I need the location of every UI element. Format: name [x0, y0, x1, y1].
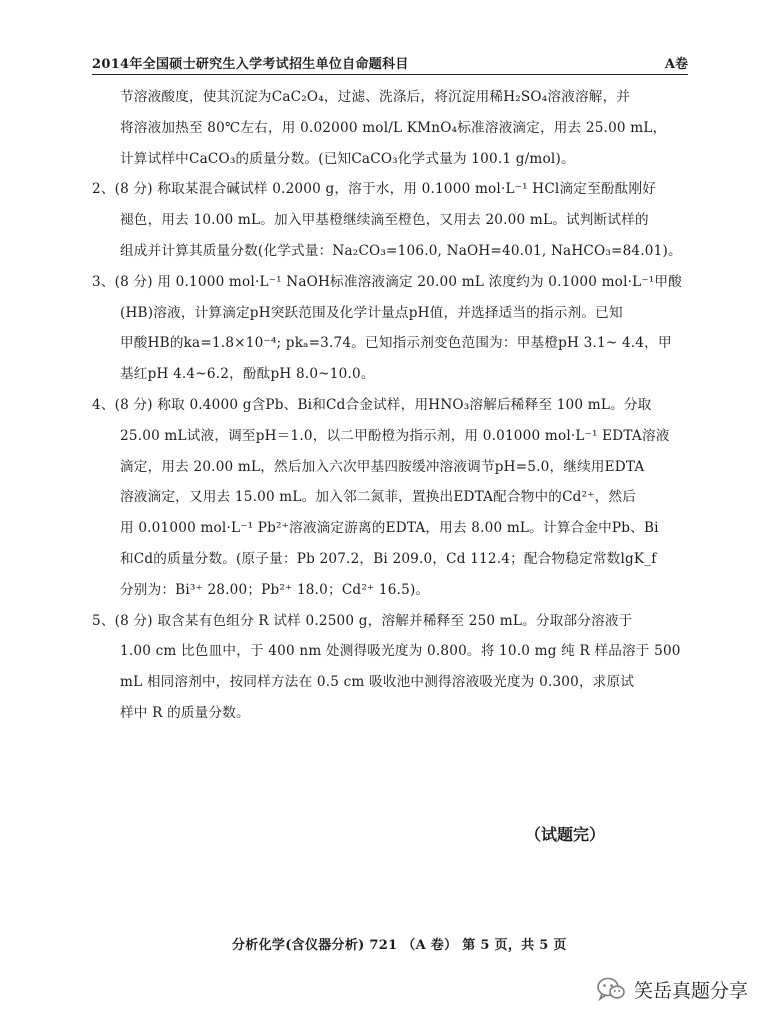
- text-line: 25.00 mL试液，调至pH＝1.0，以二甲酚橙为指示剂，用 0.01000 mol·L⁻¹ EDTA溶液: [120, 427, 670, 444]
- end-note: （试题完）: [525, 825, 606, 844]
- exam-title: 2014年全国硕士研究生入学考试招生单位自命题科目: [92, 57, 409, 72]
- text-line: 3、(8 分) 用 0.1000 mol·L⁻¹ NaOH标准溶液滴定 20.00 mL 浓度约为 0.1000 mol·L⁻¹甲酸: [92, 273, 682, 290]
- text-line: 4、(8 分) 称取 0.4000 g含Pb、Bi和Cd合金试样，用HNO₃溶解后稀释至 100 mL。分取: [92, 396, 652, 413]
- text-line: 1.00 cm 比色皿中，于 400 nm 处测得吸光度为 0.800。将 10.0 mg 纯 R 样品溶于 500: [120, 643, 681, 660]
- text-line: 甲酸HB的ka=1.8×10⁻⁴; pkₐ=3.74。已知指示剂变色范围为：甲基橙pH 3.1~ 4.4，甲: [120, 335, 672, 352]
- text-line: 基红pH 4.4~6.2，酚酞pH 8.0~10.0。: [120, 366, 375, 383]
- watermark-text: 笑岳真题分享: [634, 979, 749, 1002]
- text-line: 分别为：Bi³⁺ 28.00；Pb²⁺ 18.0；Cd²⁺ 16.5)。: [120, 581, 430, 598]
- text-line: 组成并计算其质量分数(化学式量：Na₂CO₃=106.0, NaOH=40.01, NaHCO₃=84.01)。: [120, 242, 682, 259]
- text-line: 5、(8 分) 取含某有色组分 R 试样 0.2500 g，溶解并稀释至 250 mL。分取部分溶液于: [92, 612, 633, 629]
- text-line: 2、(8 分) 称取某混合碱试样 0.2000 g，溶于水，用 0.1000 mol·L⁻¹ HCl滴定至酚酞刚好: [92, 181, 657, 198]
- text-line: 节溶液酸度，使其沉淀为CaC₂O₄，过滤、洗涤后，将沉淀用稀H₂SO₄溶液溶解，并: [120, 89, 631, 105]
- watermark: [596, 972, 748, 1006]
- text-line: (HB)溶液，计算滴定pH突跃范围及化学计量点pH值，并选择适当的指示剂。已知: [120, 304, 623, 321]
- text-line: mL 相同溶剂中，按同样方法在 0.5 cm 吸收池中测得溶液吸光度为 0.300，求原试: [120, 674, 635, 691]
- page-header: [92, 50, 688, 75]
- text-line: 将溶液加热至 80℃左右，用 0.02000 mol/L KMnO₄标准溶液滴定，用去 25.00 mL，: [120, 119, 667, 136]
- text-line: 计算试样中CaCO₃的质量分数。(已知CaCO₃化学式量为 100.1 g/mol)。: [120, 150, 575, 167]
- text-line: 褪色，用去 10.00 mL。加入甲基橙继续滴至橙色，又用去 20.00 mL。试判断试样的: [120, 212, 649, 229]
- text-line: 用 0.01000 mol·L⁻¹ Pb²⁺溶液滴定游离的EDTA，用去 8.00 mL。计算合金中Pb、Bi: [120, 520, 659, 537]
- text-line: 样中 R 的质量分数。: [120, 704, 250, 721]
- wechat-icon: [596, 976, 626, 1002]
- page-footer: 分析化学(含仪器分析) 721 （A 卷） 第 5 页，共 5 页: [232, 938, 567, 953]
- text-line: 和Cd的质量分数。(原子量：Pb 207.2，Bi 209.0，Cd 112.4；配合物稳定常数lgK_f: [120, 550, 657, 567]
- paper-version: A卷: [664, 57, 688, 72]
- question-body: [92, 82, 694, 729]
- text-line: 溶液滴定，又用去 15.00 mL。加入邻二氮菲，置换出EDTA配合物中的Cd²⁺，然后: [120, 489, 636, 506]
- text-line: 滴定，用去 20.00 mL，然后加入六次甲基四胺缓冲溶液调节pH=5.0，继续用EDTA: [120, 458, 645, 475]
